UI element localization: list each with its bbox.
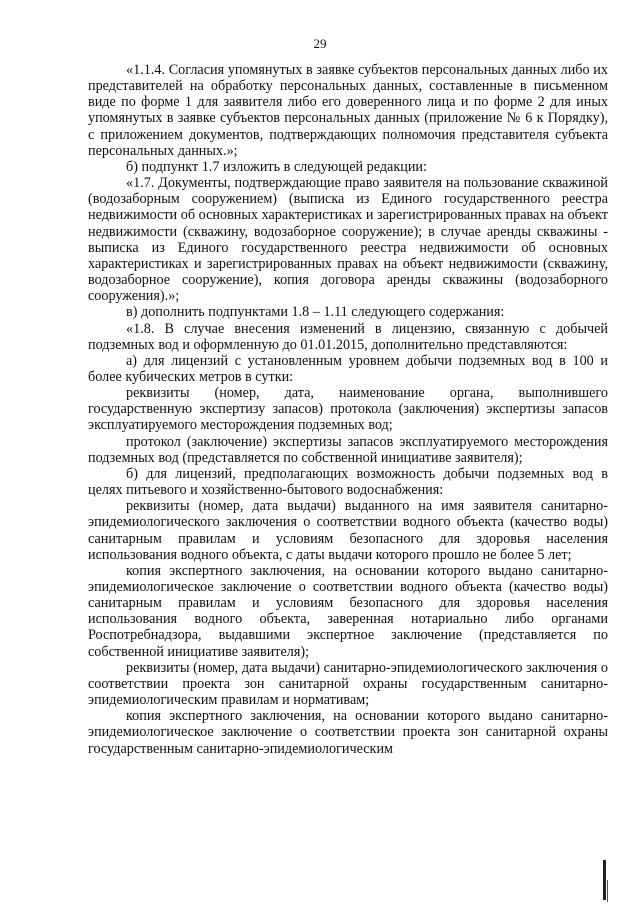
paragraph-b-drinking-water: б) для лицензий, предполагающих возможность добычи подземных вод в целях питьевого и хозяйственно-бытового водоснабжения: <box>88 465 608 499</box>
page-number: 29 <box>313 36 327 51</box>
scan-edge-mark <box>603 860 606 900</box>
paragraph-sanitary-conclusion-details: реквизиты (номер, дата выдачи) выданного на имя заявителя санитарно-эпидемиологического заключения о соответствии водного объекта (качество воды) санитарным правилам и условиям безопасного для здоровья населения использования водного объекта, с даты выдачи которого прошло не более 5 лет; <box>88 498 608 563</box>
paragraph-reserves-protocol: протокол (заключение) экспертизы запасов эксплуатируемого месторождения подземных вод (представляется по собственной инициативе заявителя); <box>88 433 608 466</box>
paragraph-expert-conclusion-copy: копия экспертного заключения, на основании которого выдано санитарно-эпидемиологическое заключение о соответствии водного объекта (качество воды) санитарным правилам и условиям безопасного для здоровья населения использования водного объекта, заверенная нотариально либо органами Роспотребнадзора, выдавшими экспертное заключение (представляется по собственной инициативе заявителя); <box>88 562 608 660</box>
scan-edge-mark-thin <box>607 880 608 902</box>
paragraph-1-8-license-changes: «1.8. В случае внесения изменений в лицензию, связанную с добычей подземных вод и оформленную до 01.01.2015, дополнительно представляются: <box>88 320 608 353</box>
paragraph-b-amend-1-7: б) подпункт 1.7 изложить в следующей редакции: <box>126 158 427 175</box>
paragraph-zso-expert-conclusion-copy: копия экспертного заключения, на основании которого выдано санитарно-эпидемиологическое заключение о соответствии проекта зон санитарной охраны государственным санитарно-эпидемиологическим <box>88 708 608 757</box>
paragraph-1-7-documents: «1.7. Документы, подтверждающие право заявителя на пользование скважиной (водозаборным сооружением) (выписка из Единого государственного реестра недвижимости об основных характеристиках и зарегистрированных правах на объект недвижимости (скважину, водозаборное сооружение); в случае аренды скважины - выписка из Единого государственного реестра недвижимости об основных характеристиках и зарегистрированных правах на объект недвижимости (скважину, водозаборное сооружение), копия договора аренды скважины (водозаборного сооружения).»; <box>88 175 608 305</box>
paragraph-reserves-protocol-details: реквизиты (номер, дата, наименование органа, выполнившего государственную экспертизу запасов) протокола (заключения) экспертизы запасов эксплуатируемого месторождения подземных вод; <box>88 385 608 434</box>
paragraph-1-1-4-consent: «1.1.4. Согласия упомянутых в заявке субъектов персональных данных либо их представителей на обработку персональных данных, составленные в письменном виде по форме 1 для заявителя либо его доверенного лица и по форме 2 для иных упомянутых в заявке субъектов персональных данных (приложение № 6 к Порядку), с приложением документов, подтверждающих полномочия представителя субъекта персональных данных.»; <box>88 62 608 159</box>
document-body <box>88 62 608 757</box>
paragraph-zso-conclusion-details: реквизиты (номер, дата выдачи) санитарно-эпидемиологического заключения о соответствии проекта зон санитарной охраны государственным санитарно-эпидемиологическим правилам и нормативам; <box>88 659 608 709</box>
paragraph-v-add-1-8-1-11: в) дополнить подпунктами 1.8 – 1.11 следующего содержания: <box>126 304 505 321</box>
paragraph-a-100-cubic-meters: а) для лицензий с установленным уровнем добычи подземных вод в 100 и более кубических метров в сутки: <box>88 352 608 385</box>
